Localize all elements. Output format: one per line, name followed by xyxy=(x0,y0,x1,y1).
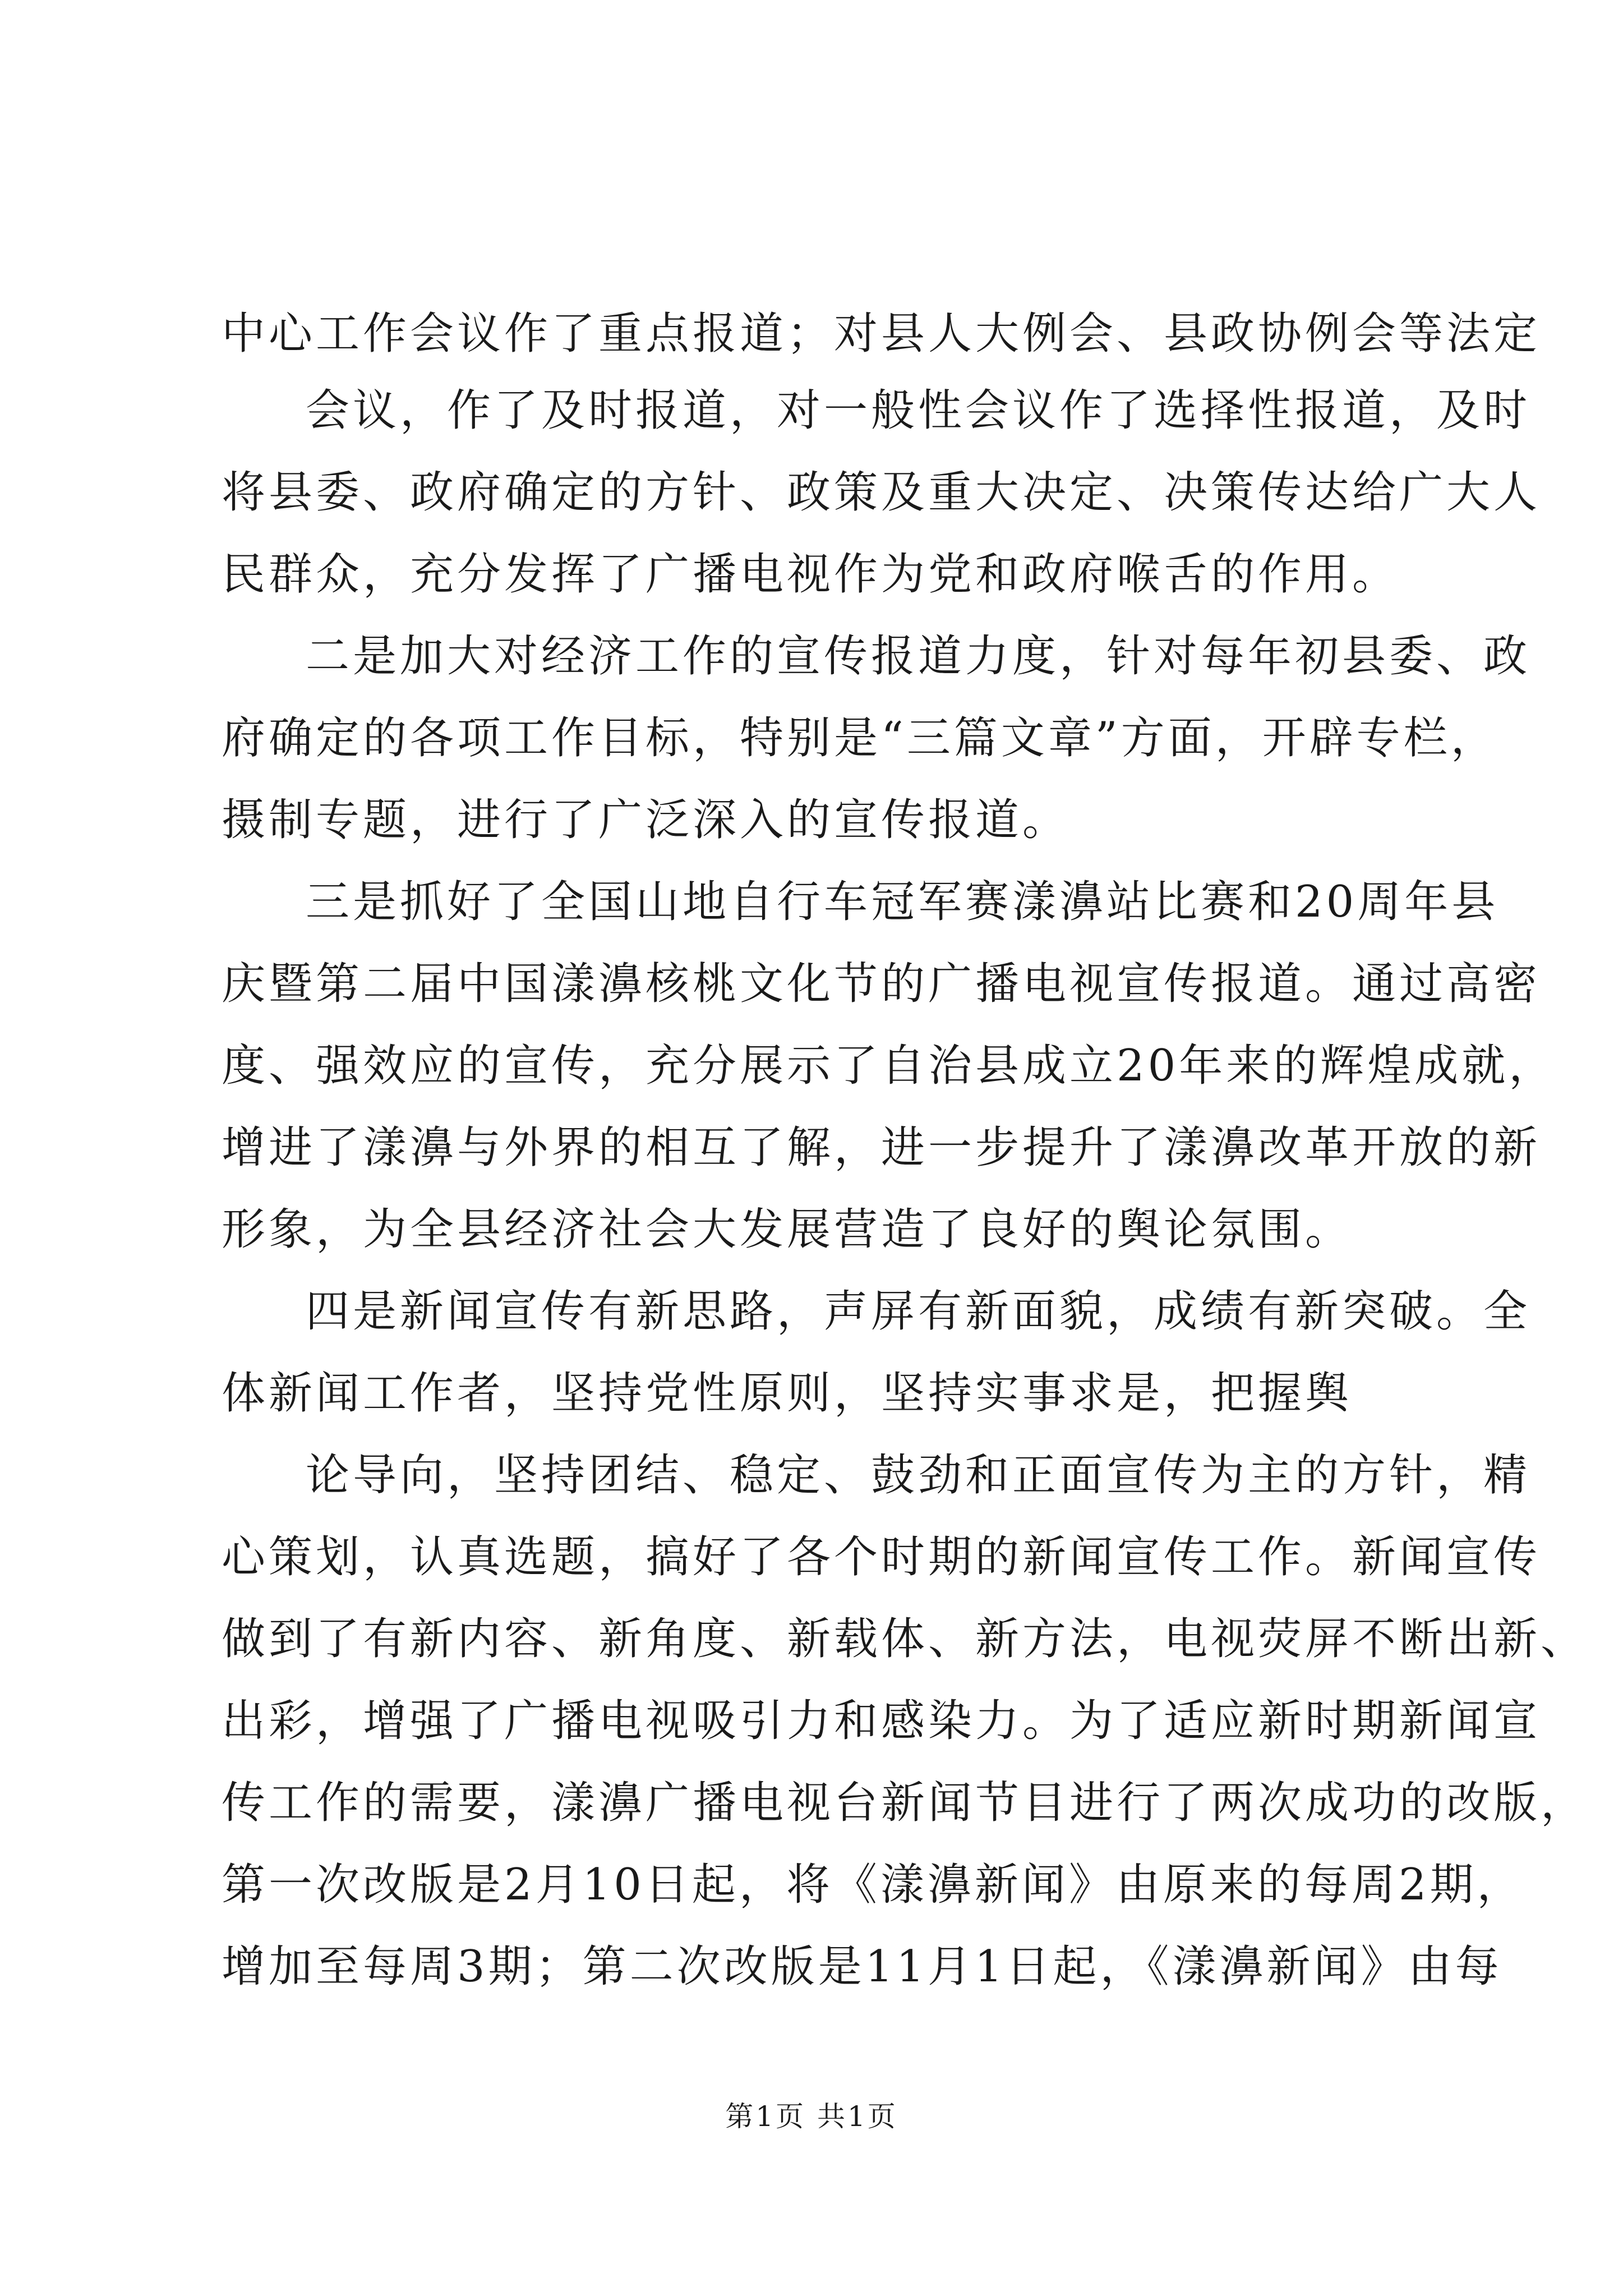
text-line: 形象，为全县经济社会大发展营造了良好的舆论氛围。 xyxy=(222,1204,1353,1255)
text-line: 庆暨第二届中国漾濞核桃文化节的广播电视宣传报道。通过高密 xyxy=(222,959,1541,1009)
text-line: 二是加大对经济工作的宣传报道力度，针对每年初县委、政 xyxy=(306,631,1531,682)
text-line: 四是新闻宣传有新思路，声屏有新面貌，成绩有新突破。全 xyxy=(306,1286,1531,1337)
text-line: 民群众，充分发挥了广播电视作为党和政府喉舌的作用。 xyxy=(222,549,1400,600)
text-line: 摄制专题，进行了广泛深入的宣传报道。 xyxy=(222,795,1070,845)
text-line: 三是抓好了全国山地自行车冠军赛漾濞站比赛和20周年县 xyxy=(306,877,1499,927)
text-line: 度、强效应的宣传，充分展示了自治县成立20年来的辉煌成就， xyxy=(222,1041,1556,1091)
text-line: 做到了有新内容、新角度、新载体、新方法，电视荧屏不断出新、 xyxy=(222,1614,1588,1664)
text-line: 出彩，增强了广播电视吸引力和感染力。为了适应新时期新闻宣 xyxy=(222,1696,1541,1746)
text-line: 府确定的各项工作目标，特别是“三篇文章”方面，开辟专栏， xyxy=(222,713,1498,763)
text-line: 将县委、政府确定的方针、政策及重大决定、决策传达给广大人 xyxy=(222,467,1541,518)
text-line: 增进了漾濞与外界的相互了解，进一步提升了漾濞改革开放的新 xyxy=(222,1122,1541,1173)
text-line: 心策划，认真选题，搞好了各个时期的新闻宣传工作。新闻宣传 xyxy=(222,1532,1541,1582)
text-line: 增加至每周3期；第二次改版是11月1日起，《漾濞新闻》由每 xyxy=(222,1941,1502,1992)
text-line: 第一次改版是2月10日起，将《漾濞新闻》由原来的每周2期， xyxy=(222,1860,1524,1910)
text-line: 体新闻工作者，坚持党性原则，坚持实事求是，把握舆 xyxy=(222,1368,1353,1419)
text-line: 论导向，坚持团结、稳定、鼓劲和正面宣传为主的方针，精 xyxy=(306,1450,1531,1501)
page-footer: 第1页 共1页 xyxy=(725,2100,898,2133)
text-line: 传工作的需要，漾濞广播电视台新闻节目进行了两次成功的改版， xyxy=(222,1778,1588,1828)
text-line: 中心工作会议作了重点报道；对县人大例会、县政协例会等法定 xyxy=(222,309,1541,359)
text-line: 会议，作了及时报道，对一般性会议作了选择性报道，及时 xyxy=(306,385,1531,436)
